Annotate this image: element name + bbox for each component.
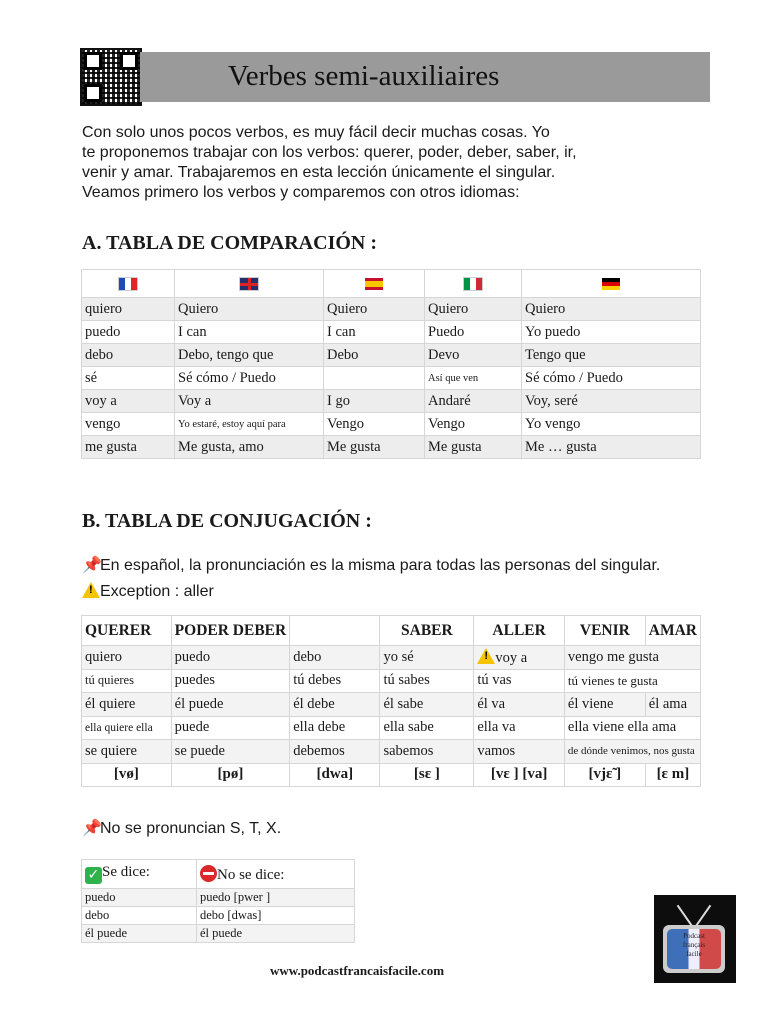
antenna-icon xyxy=(677,905,694,927)
comparison-table xyxy=(81,269,701,459)
header-row xyxy=(82,860,355,889)
column-header: ALLER xyxy=(474,616,565,646)
cell: se puede xyxy=(171,740,290,764)
warning-icon xyxy=(477,648,495,664)
cell: I go xyxy=(324,390,425,413)
cell xyxy=(324,367,425,390)
cell: vengo me gusta xyxy=(564,646,700,670)
cell: debo xyxy=(82,907,197,925)
cell: Quiero xyxy=(522,298,701,321)
cell: él puede xyxy=(197,925,355,943)
cell: Vengo xyxy=(324,413,425,436)
ipa-cell: [ɛ m] xyxy=(645,763,700,787)
cell: debo [dwas] xyxy=(197,907,355,925)
cell: quiero xyxy=(82,298,175,321)
cell: Yo puedo xyxy=(522,321,701,344)
qr-corner xyxy=(84,84,102,102)
cell: tú vas xyxy=(474,669,565,693)
column-header: SABER xyxy=(380,616,474,646)
section-a-heading: A. TABLA DE COMPARACIÓN : xyxy=(82,232,378,254)
section-b-heading: B. TABLA DE CONJUGACIÓN : xyxy=(82,510,372,532)
ipa-cell: [sɛ ] xyxy=(380,763,474,787)
intro-line: venir y amar. Trabajaremos en esta lección únicamente el singular. xyxy=(82,164,556,181)
yes-label: Se dice: xyxy=(102,864,150,880)
flag-row xyxy=(82,270,701,298)
note-text: Exception : aller xyxy=(100,583,214,600)
table-row xyxy=(82,925,355,943)
pushpin-icon: 📌 xyxy=(82,557,102,574)
podcast-logo xyxy=(654,895,736,983)
cell: puedo xyxy=(82,889,197,907)
cell: él puede xyxy=(82,925,197,943)
antenna-icon xyxy=(695,905,712,927)
cell: él sabe xyxy=(380,693,474,717)
tv-screen xyxy=(667,929,721,969)
cell-text: voy a xyxy=(495,649,528,666)
cell: yo sé xyxy=(380,646,474,670)
cell: de dónde venimos, nos gusta xyxy=(564,740,700,764)
cell: Me gusta, amo xyxy=(175,436,324,459)
cell: Sé cómo / Puedo xyxy=(175,367,324,390)
cell: sabemos xyxy=(380,740,474,764)
table-row xyxy=(82,344,701,367)
cell: Voy, seré xyxy=(522,390,701,413)
note-silent-letters xyxy=(82,818,281,838)
note-text: En español, la pronunciación es la misma para todas las personas del singular. xyxy=(100,557,661,574)
conjugation-table xyxy=(81,615,701,787)
table-row xyxy=(82,298,701,321)
table-row xyxy=(82,889,355,907)
cell: me gusta xyxy=(82,436,175,459)
cell: Me gusta xyxy=(425,436,522,459)
uk-flag-cell xyxy=(175,270,324,298)
logo-text: facile xyxy=(686,950,702,958)
logo-text: français xyxy=(682,941,706,949)
note-exception xyxy=(82,582,214,601)
column-header: VENIR xyxy=(564,616,645,646)
ipa-cell: [vjɛ̃ ] xyxy=(564,763,645,787)
cell: Voy a xyxy=(175,390,324,413)
cell: ella debe xyxy=(290,716,380,740)
table-row xyxy=(82,740,701,764)
es-flag-cell xyxy=(324,270,425,298)
cell: tú quieres xyxy=(82,669,172,693)
column-header: AMAR xyxy=(645,616,700,646)
note-pronunciation xyxy=(82,555,660,575)
it-flag-icon xyxy=(463,277,483,291)
footer-url[interactable]: www.podcastfrancaisfacile.com xyxy=(270,963,445,978)
uk-flag-icon xyxy=(239,277,259,291)
fr-flag-icon xyxy=(118,277,138,291)
cell: él puede xyxy=(171,693,290,717)
cell: sé xyxy=(82,367,175,390)
table-row xyxy=(82,693,701,717)
it-flag-cell xyxy=(425,270,522,298)
cell: puede xyxy=(171,716,290,740)
intro-line: Con solo unos pocos verbos, es muy fácil decir muchas cosas. Yo xyxy=(82,124,550,141)
cell: Yo estaré, estoy aquí para xyxy=(175,413,324,436)
header-row xyxy=(82,616,701,646)
table-row xyxy=(82,646,701,670)
cell: Quiero xyxy=(425,298,522,321)
cell: Debo, tengo que xyxy=(175,344,324,367)
cell: ella viene ella ama xyxy=(564,716,700,740)
cell: Debo xyxy=(324,344,425,367)
ipa-cell: [vɛ ] [va] xyxy=(474,763,565,787)
cell: voy a xyxy=(82,390,175,413)
cell: Yo vengo xyxy=(522,413,701,436)
no-header xyxy=(197,860,355,889)
column-header: PODER DEBER xyxy=(171,616,290,646)
cell: Devo xyxy=(425,344,522,367)
cell: puedo xyxy=(171,646,290,670)
intro-line: te proponemos trabajar con los verbos: querer, poder, deber, saber, ir, xyxy=(82,144,577,161)
cell: Me gusta xyxy=(324,436,425,459)
cell: él debe xyxy=(290,693,380,717)
qr-corner xyxy=(120,52,138,70)
ipa-row xyxy=(82,763,701,787)
intro-paragraph xyxy=(82,123,642,203)
cell: debemos xyxy=(290,740,380,764)
cell: Quiero xyxy=(324,298,425,321)
cell: Me … gusta xyxy=(522,436,701,459)
cell: tú vienes te gusta xyxy=(564,669,700,693)
table-row xyxy=(82,436,701,459)
pushpin-icon: 📌 xyxy=(82,820,102,837)
cell: él viene xyxy=(564,693,645,717)
yes-header xyxy=(82,860,197,889)
checkmark-icon: ✓ xyxy=(85,867,102,884)
cell: Tengo que xyxy=(522,344,701,367)
de-flag-cell xyxy=(522,270,701,298)
qr-corner xyxy=(84,52,102,70)
ipa-cell: [dwa] xyxy=(290,763,380,787)
warning-icon xyxy=(82,582,100,598)
table-row xyxy=(82,669,701,693)
cell: debo xyxy=(290,646,380,670)
table-row xyxy=(82,390,701,413)
de-flag-icon xyxy=(602,278,620,290)
cell: Quiero xyxy=(175,298,324,321)
table-row xyxy=(82,716,701,740)
note-text: No se pronuncian S, T, X. xyxy=(100,820,282,837)
table-row xyxy=(82,321,701,344)
cell: él va xyxy=(474,693,565,717)
cell: Vengo xyxy=(425,413,522,436)
cell: Andaré xyxy=(425,390,522,413)
cell: I can xyxy=(175,321,324,344)
say-table xyxy=(81,859,355,943)
cell: puedo xyxy=(82,321,175,344)
qr-code xyxy=(80,48,142,106)
no-label: No se dice: xyxy=(217,866,285,883)
cell xyxy=(474,646,565,670)
table-row xyxy=(82,907,355,925)
fr-flag-cell xyxy=(82,270,175,298)
cell: ella sabe xyxy=(380,716,474,740)
ipa-cell: [pø] xyxy=(171,763,290,787)
cell: I can xyxy=(324,321,425,344)
cell: ella quiere ella xyxy=(82,716,172,740)
page-title: Verbes semi-auxiliaires xyxy=(228,60,500,92)
cell: puedo [pwer ] xyxy=(197,889,355,907)
column-header xyxy=(290,616,380,646)
logo-text: Podcast xyxy=(683,932,705,940)
cell: se quiere xyxy=(82,740,172,764)
cell: él quiere xyxy=(82,693,172,717)
cell: puedes xyxy=(171,669,290,693)
cell: debo xyxy=(82,344,175,367)
table-row xyxy=(82,367,701,390)
cell: ella va xyxy=(474,716,565,740)
cell: tú sabes xyxy=(380,669,474,693)
cell: vengo xyxy=(82,413,175,436)
cell: él ama xyxy=(645,693,700,717)
ipa-cell: [vø] xyxy=(82,763,172,787)
no-entry-icon xyxy=(200,865,217,882)
column-header: QUERER xyxy=(82,616,172,646)
cell: vamos xyxy=(474,740,565,764)
cell: Puedo xyxy=(425,321,522,344)
intro-line: Veamos primero los verbos y comparemos con otros idiomas: xyxy=(82,184,520,201)
tv-icon xyxy=(663,925,725,973)
cell: Sé cómo / Puedo xyxy=(522,367,701,390)
cell: quiero xyxy=(82,646,172,670)
table-row xyxy=(82,413,701,436)
cell: Así que ven xyxy=(425,367,522,390)
cell: tú debes xyxy=(290,669,380,693)
es-flag-icon xyxy=(365,278,383,290)
